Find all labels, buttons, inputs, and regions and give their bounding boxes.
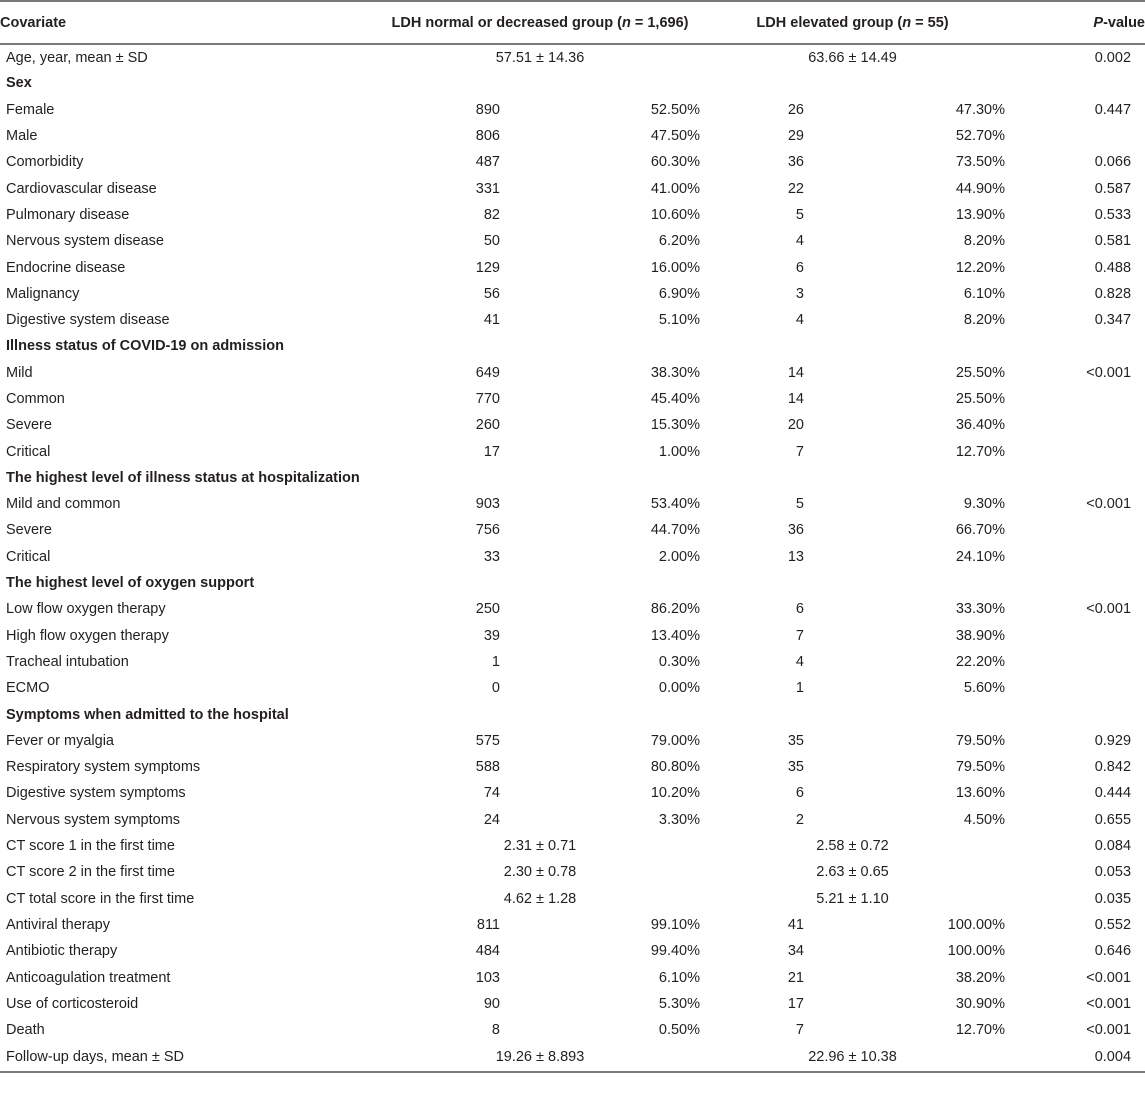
- table-row: [0, 97, 1145, 123]
- covariate-label: Follow-up days, mean ± SD: [0, 1043, 380, 1072]
- p-value-cell: [1005, 544, 1145, 570]
- p-value-cell: [1005, 649, 1145, 675]
- p-value-cell: 0.646: [1094, 943, 1132, 960]
- group2-count: 26: [787, 101, 804, 118]
- covariate-label: Nervous system symptoms: [6, 811, 181, 828]
- table-row: [0, 623, 1145, 649]
- covariate-label: High flow oxygen therapy: [6, 627, 169, 644]
- group2-count: 3: [795, 285, 804, 302]
- group1-percent: 41.00%: [650, 180, 700, 197]
- p-value-cell: 0.533: [1094, 206, 1132, 223]
- section-heading: Symptoms when admitted to the hospital: [6, 706, 289, 723]
- group2-count: 41: [787, 916, 804, 933]
- group2-count: 5: [795, 206, 804, 223]
- group1-percent: 3.30%: [658, 811, 700, 828]
- group1-count: 1: [491, 653, 500, 670]
- group2-percent: 100.00%: [947, 916, 1006, 933]
- group2-count: 35: [787, 732, 804, 749]
- group2-percent: 79.50%: [955, 732, 1006, 749]
- table-row: [0, 254, 1145, 280]
- group2-percent: 33.30%: [955, 601, 1006, 618]
- table-row: [0, 123, 1145, 149]
- p-value-cell: 0.084: [1094, 838, 1132, 855]
- p-value-cell: [1005, 438, 1145, 464]
- group1-count: 588: [475, 759, 500, 776]
- group2-percent: 22.20%: [955, 653, 1006, 670]
- covariate-label: Low flow oxygen therapy: [6, 601, 166, 618]
- table-row: [0, 386, 1145, 412]
- group1-mean-sd: 19.26 ± 8.893: [380, 1043, 700, 1072]
- group1-percent: 6.10%: [658, 969, 700, 986]
- p-value-cell: 0.447: [1094, 101, 1132, 118]
- table-row: [0, 991, 1145, 1017]
- group1-count: 129: [475, 259, 500, 276]
- group2-percent: 8.20%: [963, 233, 1006, 250]
- group2-percent: 6.10%: [963, 285, 1006, 302]
- group1-percent: 10.20%: [650, 785, 700, 802]
- table-row: [0, 412, 1145, 438]
- group1-count: 575: [475, 732, 500, 749]
- covariate-label: Critical: [6, 548, 51, 565]
- p-value-cell: [1005, 517, 1145, 543]
- table-row: [0, 491, 1145, 517]
- group1-count: 331: [475, 180, 500, 197]
- p-value-cell: 0.842: [1094, 759, 1132, 776]
- p-value-cell: 0.002: [1094, 49, 1132, 66]
- group2-percent: 36.40%: [955, 417, 1006, 434]
- group1-count: 82: [483, 206, 500, 223]
- group1-percent: 15.30%: [650, 417, 700, 434]
- p-value-cell: 0.066: [1094, 154, 1132, 171]
- header-row: [0, 1, 1145, 44]
- p-value-cell: 0.587: [1094, 180, 1132, 197]
- group1-percent: 44.70%: [650, 522, 700, 539]
- group2-percent: 52.70%: [955, 128, 1006, 145]
- p-value-cell: 0.053: [1094, 864, 1132, 881]
- group2-count: 4: [795, 233, 804, 250]
- covariate-label: Common: [6, 391, 65, 407]
- covariate-label: Critical: [6, 443, 51, 460]
- p-value-cell: 0.444: [1094, 785, 1132, 802]
- p-value-cell: [1005, 675, 1145, 701]
- covariate-label: Mild and common: [6, 496, 121, 513]
- section-heading: Illness status of COVID-19 on admission: [6, 338, 284, 355]
- table-row: [0, 964, 1145, 990]
- table-row: [0, 596, 1145, 622]
- p-value-cell: 0.552: [1094, 916, 1132, 933]
- group2-mean-sd: 22.96 ± 10.38: [700, 1043, 1005, 1072]
- header-ldh-normal-group: LDH normal or decreased group (n = 1,696): [380, 1, 700, 44]
- p-value-cell: 0.581: [1094, 233, 1132, 250]
- group1-count: 806: [475, 128, 500, 145]
- table-row: [0, 754, 1145, 780]
- table-row: [0, 807, 1145, 833]
- group1-percent: 16.00%: [650, 259, 700, 276]
- p-value-cell: 0.929: [1094, 732, 1132, 749]
- group2-percent: 4.50%: [963, 811, 1006, 828]
- group1-count: 260: [475, 417, 500, 434]
- covariate-label: Nervous system disease: [6, 233, 164, 250]
- section-heading: The highest level of illness status at hospitalization: [6, 469, 360, 486]
- group1-percent: 45.40%: [650, 391, 700, 407]
- group1-count: 8: [491, 1022, 500, 1039]
- group2-count: 6: [795, 785, 804, 802]
- group2-count: 36: [787, 522, 804, 539]
- table-row: [0, 886, 1145, 912]
- group2-count: 4: [795, 312, 804, 329]
- group2-percent: 24.10%: [955, 548, 1006, 565]
- p-value-cell: <0.001: [1086, 969, 1132, 986]
- group1-percent: 2.00%: [658, 548, 700, 565]
- group2-percent: 12.70%: [955, 1022, 1006, 1039]
- group2-count: 5: [795, 496, 804, 513]
- group1-mean-sd: 2.30 ± 0.78: [503, 864, 577, 881]
- group1-percent: 6.20%: [658, 233, 700, 250]
- section-row: [0, 70, 1145, 96]
- group1-count: 484: [475, 943, 500, 960]
- group1-count: 770: [475, 391, 500, 407]
- group1-percent: 47.50%: [650, 128, 700, 145]
- group2-count: 7: [795, 627, 804, 644]
- group2-count: 20: [787, 417, 804, 434]
- group1-percent: 0.30%: [658, 653, 700, 670]
- group1-mean-sd: 2.31 ± 0.71: [503, 838, 577, 855]
- group1-count: 39: [483, 627, 500, 644]
- p-value-cell: 0.828: [1094, 285, 1132, 302]
- table-row: [0, 517, 1145, 543]
- covariate-label: Digestive system disease: [6, 312, 170, 329]
- group1-percent: 99.10%: [650, 916, 700, 933]
- group1-count: 90: [483, 995, 500, 1012]
- group1-percent: 1.00%: [658, 443, 700, 460]
- covariate-label: CT score 1 in the first time: [6, 838, 175, 855]
- group1-count: 74: [483, 785, 500, 802]
- table-row: [0, 281, 1145, 307]
- group2-percent: 100.00%: [947, 943, 1006, 960]
- section-row: [0, 333, 1145, 359]
- p-value-cell: 0.347: [1094, 312, 1132, 329]
- group2-count: 34: [787, 943, 804, 960]
- covariate-label: Digestive system symptoms: [6, 785, 186, 802]
- section-heading: The highest level of oxygen support: [6, 575, 255, 592]
- covariate-label: Respiratory system symptoms: [6, 759, 201, 776]
- group1-count: 756: [475, 522, 500, 539]
- covariate-label: Tracheal intubation: [6, 653, 129, 670]
- group2-percent: 25.50%: [955, 391, 1006, 407]
- table-row: [0, 728, 1145, 754]
- group1-count: 24: [483, 811, 500, 828]
- table-row: [0, 175, 1145, 201]
- group1-count: 649: [475, 364, 500, 381]
- covariate-label: ECMO: [6, 680, 50, 697]
- covariate-label: Mild: [6, 364, 33, 381]
- table-row: [0, 1043, 1145, 1072]
- group2-percent: 25.50%: [955, 364, 1006, 381]
- table-row: [0, 544, 1145, 570]
- covariate-label: Use of corticosteroid: [6, 995, 139, 1012]
- group1-count: 50: [483, 233, 500, 250]
- group2-count: 6: [795, 601, 804, 618]
- group2-count: 29: [787, 128, 804, 145]
- covariate-label: Pulmonary disease: [6, 206, 130, 223]
- group2-count: 14: [787, 391, 804, 407]
- group1-mean-sd: 57.51 ± 14.36: [495, 49, 585, 66]
- group1-count: 56: [483, 285, 500, 302]
- group1-percent: 52.50%: [650, 101, 700, 118]
- table-row: [0, 149, 1145, 175]
- covariate-label: Comorbidity: [6, 154, 84, 171]
- table-row: [0, 780, 1145, 806]
- group1-percent: 5.30%: [658, 995, 700, 1012]
- group2-mean-sd: 2.58 ± 0.72: [816, 838, 889, 855]
- p-value-cell: <0.001: [1086, 364, 1132, 381]
- group2-mean-sd: 5.21 ± 1.10: [816, 890, 889, 907]
- group1-count: 103: [475, 969, 500, 986]
- group1-count: 487: [475, 154, 500, 171]
- covariate-label: Endocrine disease: [6, 259, 126, 276]
- p-value-cell: 0.004: [1005, 1043, 1145, 1072]
- group2-count: 7: [795, 443, 804, 460]
- group1-percent: 99.40%: [650, 943, 700, 960]
- covariate-label: Cardiovascular disease: [6, 180, 157, 197]
- table-row: [0, 438, 1145, 464]
- table-body: [0, 44, 1145, 1072]
- group2-mean-sd: 2.63 ± 0.65: [816, 864, 889, 881]
- group1-count: 17: [483, 443, 500, 460]
- section-row: [0, 701, 1145, 727]
- table-row: [0, 1017, 1145, 1043]
- p-value-cell: [1005, 412, 1145, 438]
- covariate-label: Age, year, mean ± SD: [6, 49, 148, 66]
- group1-count: 250: [475, 601, 500, 618]
- group2-percent: 47.30%: [955, 101, 1006, 118]
- p-value-cell: <0.001: [1086, 601, 1132, 618]
- table-row: [0, 360, 1145, 386]
- table-row: [0, 307, 1145, 333]
- table-row: [0, 228, 1145, 254]
- table-row: [0, 675, 1145, 701]
- covariate-label: Malignancy: [6, 285, 80, 302]
- group1-percent: 5.10%: [658, 312, 700, 329]
- group2-percent: 79.50%: [955, 759, 1006, 776]
- group2-percent: 38.20%: [955, 969, 1006, 986]
- group1-percent: 6.90%: [658, 285, 700, 302]
- covariate-label: Severe: [6, 522, 52, 539]
- group1-count: 33: [483, 548, 500, 565]
- group2-count: 13: [787, 548, 804, 565]
- p-value-cell: 0.488: [1094, 259, 1132, 276]
- group2-count: 6: [795, 259, 804, 276]
- table-row: [0, 938, 1145, 964]
- group1-percent: 80.80%: [650, 759, 700, 776]
- group2-percent: 44.90%: [955, 180, 1006, 197]
- group2-count: 4: [795, 653, 804, 670]
- covariate-label: Anticoagulation treatment: [6, 969, 171, 986]
- group2-count: 22: [787, 180, 804, 197]
- group2-percent: 12.20%: [955, 259, 1006, 276]
- group2-percent: 73.50%: [955, 154, 1006, 171]
- group2-mean-sd: 63.66 ± 14.49: [808, 49, 897, 66]
- covariate-label: Antibiotic therapy: [6, 943, 118, 960]
- group2-count: 14: [787, 364, 804, 381]
- table-row: [0, 202, 1145, 228]
- table-row: [0, 859, 1145, 885]
- group1-count: 0: [491, 680, 500, 697]
- covariate-label: CT total score in the first time: [6, 890, 195, 907]
- group2-count: 2: [795, 811, 804, 828]
- table-row: [0, 649, 1145, 675]
- group2-count: 35: [787, 759, 804, 776]
- covariate-label: Severe: [6, 417, 52, 434]
- group1-count: 41: [483, 312, 500, 329]
- table-row: [0, 833, 1145, 859]
- table-row: [0, 44, 1145, 70]
- group1-percent: 13.40%: [650, 627, 700, 644]
- group1-percent: 86.20%: [650, 601, 700, 618]
- group1-count: 811: [476, 916, 500, 933]
- covariate-label: Death: [6, 1022, 45, 1039]
- covariate-label: Fever or myalgia: [6, 732, 114, 749]
- group1-count: 903: [475, 496, 500, 513]
- covariate-label: Antiviral therapy: [6, 916, 110, 933]
- section-row: [0, 465, 1145, 491]
- p-value-cell: <0.001: [1086, 496, 1132, 513]
- group1-percent: 38.30%: [650, 364, 700, 381]
- header-covariate: Covariate: [0, 1, 380, 44]
- group1-percent: 60.30%: [650, 154, 700, 171]
- group2-percent: 30.90%: [955, 995, 1006, 1012]
- header-p-value: P-value: [1005, 1, 1145, 44]
- header-ldh-elevated-group: LDH elevated group (n = 55): [700, 1, 1005, 44]
- group2-count: 7: [795, 1022, 804, 1039]
- group1-mean-sd: 4.62 ± 1.28: [503, 890, 577, 907]
- p-value-cell: [1005, 386, 1145, 412]
- group2-percent: 38.90%: [955, 627, 1006, 644]
- p-value-cell: [1005, 623, 1145, 649]
- p-value-cell: <0.001: [1086, 1022, 1132, 1039]
- group2-percent: 5.60%: [963, 680, 1006, 697]
- group1-percent: 10.60%: [650, 206, 700, 223]
- covariate-label: Female: [6, 101, 55, 118]
- group1-percent: 0.50%: [658, 1022, 700, 1039]
- p-value-cell: 0.655: [1094, 811, 1132, 828]
- group2-count: 17: [787, 995, 804, 1012]
- group2-count: 1: [795, 680, 804, 697]
- group2-count: 36: [787, 154, 804, 171]
- group1-percent: 0.00%: [658, 680, 700, 697]
- covariate-label: CT score 2 in the first time: [6, 864, 175, 881]
- group1-percent: 53.40%: [650, 496, 700, 513]
- group2-percent: 13.90%: [955, 206, 1006, 223]
- p-value-cell: [1005, 123, 1145, 149]
- group2-percent: 12.70%: [955, 443, 1006, 460]
- group2-percent: 66.70%: [955, 522, 1006, 539]
- group1-percent: 79.00%: [650, 732, 700, 749]
- p-value-cell: 0.035: [1094, 890, 1132, 907]
- section-row: [0, 570, 1145, 596]
- table-row: [0, 912, 1145, 938]
- covariate-label: Male: [6, 128, 38, 145]
- section-heading: Sex: [6, 75, 32, 92]
- group2-count: 21: [787, 969, 804, 986]
- group2-percent: 8.20%: [963, 312, 1006, 329]
- group1-count: 890: [475, 101, 500, 118]
- group2-percent: 9.30%: [963, 496, 1006, 513]
- p-value-cell: <0.001: [1086, 995, 1132, 1012]
- group2-percent: 13.60%: [955, 785, 1006, 802]
